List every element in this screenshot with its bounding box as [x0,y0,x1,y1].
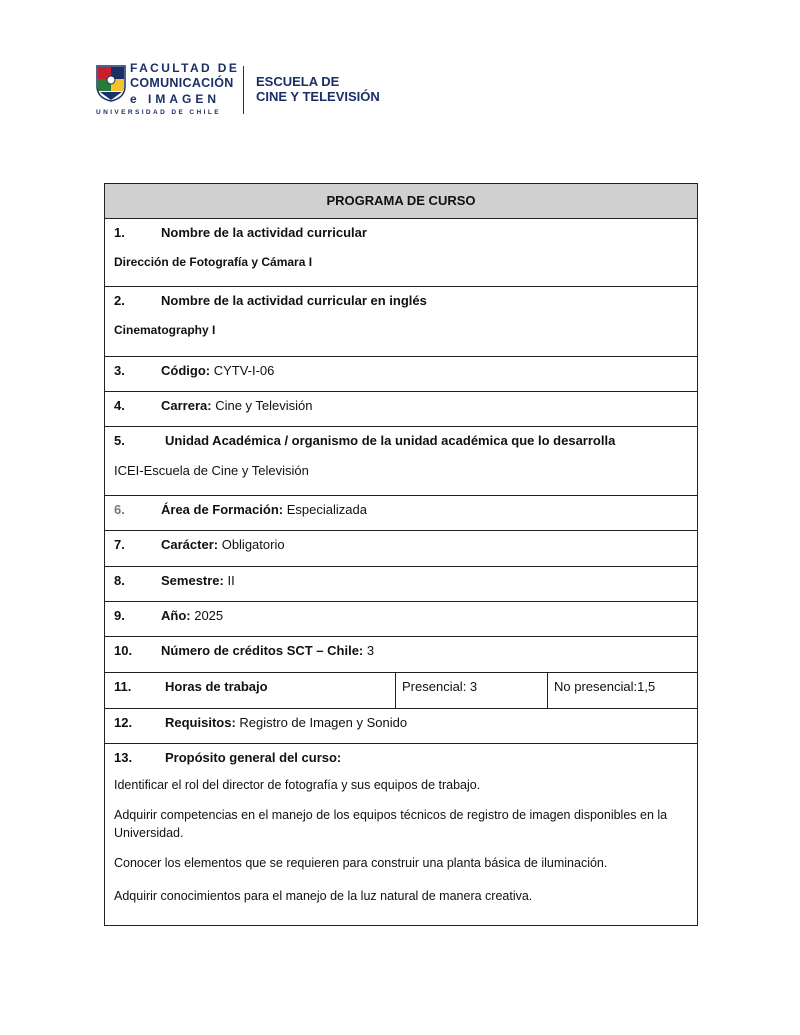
semester-value: II [223,573,235,588]
academic-unit-value: ICEI-Escuela de Cine y Televisión [114,463,309,478]
table-row [105,601,697,636]
row-label: Área de Formación: [161,502,284,517]
row-number: 7. [114,537,125,552]
career-value: Cine y Televisión [211,398,313,413]
no-presencial-hours: No presencial:1,5 [547,673,697,708]
row-label: Requisitos: [165,715,236,730]
logo-divider [243,66,244,114]
row-label: Nombre de la actividad curricular [161,225,367,240]
course-name-value: Dirección de Fotografía y Cámara I [114,255,313,269]
table-row [105,495,697,530]
table-row [105,391,697,426]
row-number: 4. [114,398,125,413]
table-title: PROGRAMA DE CURSO [105,184,697,218]
row-number: 9. [114,608,125,623]
faculty-name-line2: COMUNICACIÓN [130,76,234,90]
course-program-table [104,183,698,926]
credits-value: 3 [363,643,375,658]
purpose-paragraph: Adquirir conocimientos para el manejo de la luz natural de manera creativa. [114,889,533,903]
row-label: Horas de trabajo [165,679,268,694]
code-value: CYTV-I-06 [210,363,275,378]
row-label: Semestre: [161,573,224,588]
university-crest-icon [96,64,126,102]
faculty-name-line1: FACULTAD DE [130,61,240,75]
formation-area-value: Especializada [283,502,367,517]
row-number: 11. [114,679,132,694]
table-row [105,218,697,286]
university-name: UNIVERSIDAD DE CHILE [96,109,221,116]
table-row [105,530,697,566]
row-label: Propósito general del curso: [165,750,342,765]
table-row [105,636,697,672]
row-number: 5. [114,433,125,448]
row-label: Nombre de la actividad curricular en inglés [161,293,427,308]
school-name-line1: ESCUELA DE [256,74,340,89]
table-row [105,566,697,601]
row-label: Número de créditos SCT – Chile: [161,643,364,658]
school-name-line2: CINE Y TELEVISIÓN [256,89,380,104]
table-row [105,672,697,708]
row-label: Carrera: [161,398,212,413]
faculty-name-line3: e IMAGEN [130,91,221,106]
table-row [105,286,697,356]
table-row [105,356,697,391]
row-number: 2. [114,293,125,308]
table-row [105,708,697,743]
table-row [105,426,697,495]
purpose-paragraph: Adquirir competencias en el manejo de los equipos técnicos de registro de imagen disponibles en la Universidad. [114,808,668,840]
row-number: 10. [114,643,133,658]
course-name-english-value: Cinematography I [114,323,216,337]
table-row [105,743,697,925]
purpose-paragraph: Identificar el rol del director de fotografía y sus equipos de trabajo. [114,778,481,792]
row-number: 3. [114,363,125,378]
row-number: 1. [114,225,125,240]
row-label: Carácter: [161,537,219,552]
year-value: 2025 [190,608,224,623]
row-number: 12. [114,715,133,730]
row-label: Unidad Académica / organismo de la unidad académica que lo desarrolla [165,433,616,448]
school-name [256,74,380,104]
presencial-hours: Presencial: 3 [395,673,547,708]
row-number: 13. [114,750,133,765]
row-number: 8. [114,573,125,588]
row-number: 6. [114,502,125,517]
character-value: Obligatorio [218,537,285,552]
row-label: Código: [161,363,211,378]
row-label: Año: [161,608,191,623]
purpose-paragraph: Conocer los elementos que se requieren para construir una planta básica de iluminación. [114,856,608,870]
requirements-value: Registro de Imagen y Sonido [235,715,408,730]
faculty-logo [96,56,396,118]
